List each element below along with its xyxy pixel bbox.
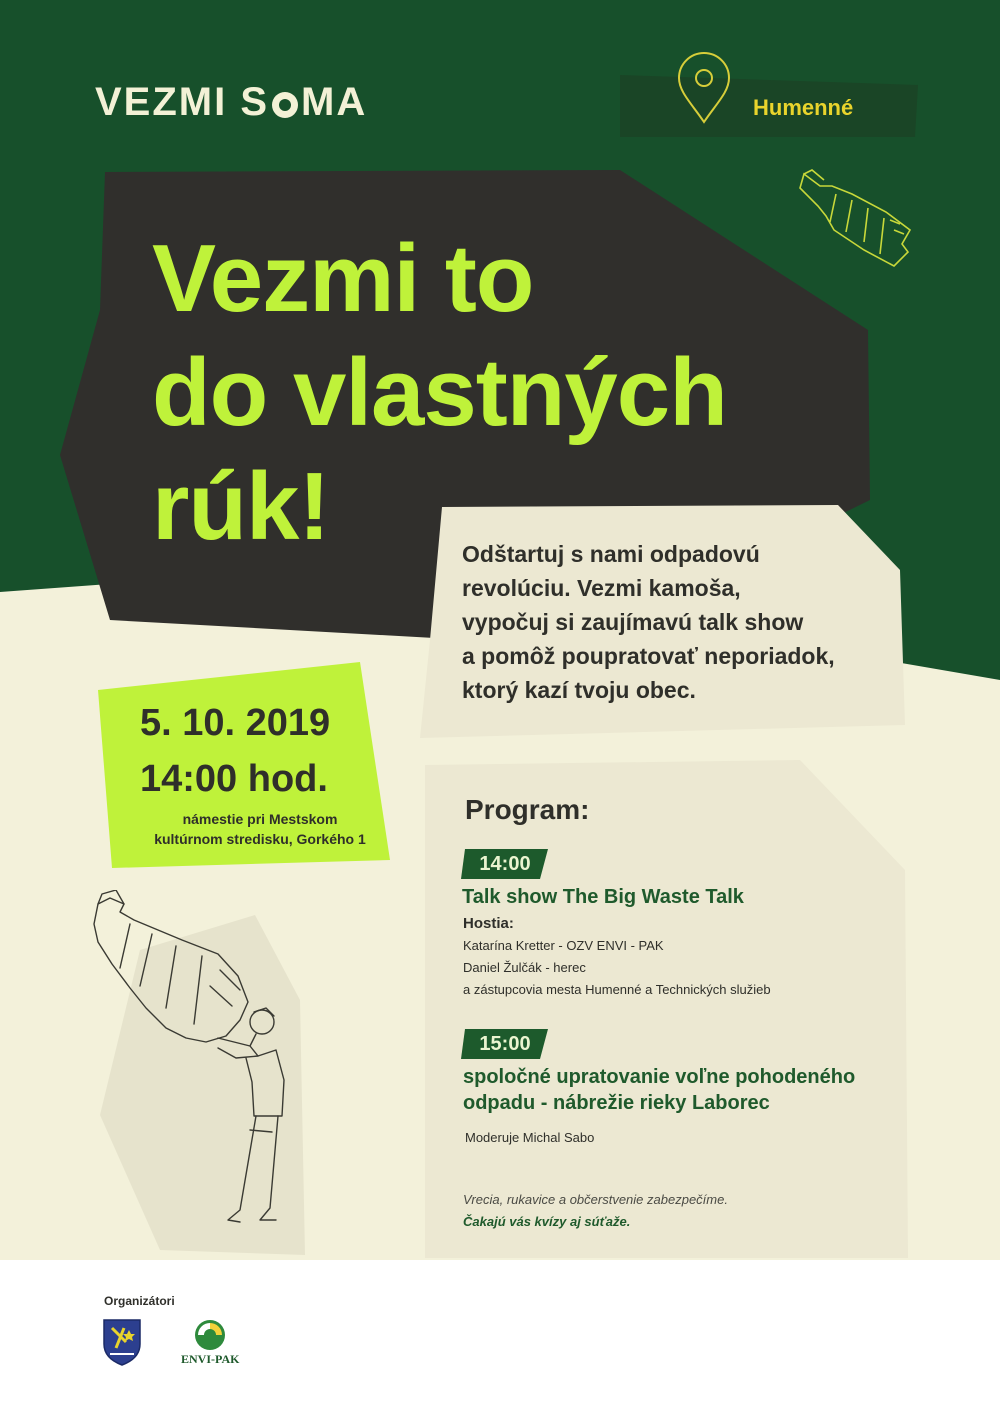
organizers-label: Organizátori (104, 1294, 175, 1308)
headline-line-2: do vlastných (152, 339, 727, 446)
note-quizzes: Čakajú vás kvízy aj súťaže. (463, 1214, 631, 1229)
headline (152, 222, 727, 564)
city-name: Humenné (753, 95, 854, 120)
crushed-bottle-icon (790, 160, 930, 280)
map-pin-icon (676, 52, 732, 126)
logo-text-right: MA (301, 80, 368, 124)
moderator: Moderuje Michal Sabo (465, 1130, 595, 1145)
event-time: 14:00 hod. (140, 758, 328, 800)
guest-3: a zástupcovia mesta Humenné a Technických služieb (463, 982, 771, 997)
vezmi-si-ma-logo (95, 80, 367, 124)
program-item-2-title (463, 1064, 855, 1116)
place-line-1: námestie pri Mestskom (182, 811, 338, 827)
person-carrying-bottle-illustration (90, 890, 300, 1230)
guest-2: Daniel Žulčák - herec (463, 960, 586, 975)
intro-line-5: ktorý kazí tvoju obec. (462, 677, 696, 703)
program-item-1-time: 14:00 (479, 852, 531, 875)
headline-line-1: Vezmi to (152, 225, 534, 332)
headline-line-3: rúk! (152, 453, 330, 560)
event-date: 5. 10. 2019 (140, 702, 331, 744)
place-line-2: kultúrnom stredisku, Gorkého 1 (154, 831, 366, 847)
event-place (120, 809, 400, 849)
logo-mark-icon (272, 92, 298, 118)
intro-text (462, 537, 882, 707)
envipak-recycling-icon (192, 1318, 228, 1352)
logo-text-left: VEZMI S (95, 80, 270, 124)
guest-1: Katarína Kretter - OZV ENVI - PAK (463, 938, 664, 953)
note-supplies: Vrecia, rukavice a občerstvenie zabezpečíme. (463, 1192, 728, 1207)
intro-line-2: revolúciu. Vezmi kamoša, (462, 575, 741, 601)
program-item-2-title-line-1: spoločné upratovanie voľne pohodeného (463, 1066, 856, 1088)
hosts-label: Hostia: (463, 915, 514, 932)
intro-line-1: Odštartuj s nami odpadovú (462, 541, 760, 567)
program-item-2-title-line-2: odpadu - nábrežie rieky Laborec (463, 1092, 770, 1114)
envipak-wordmark: ENVI-PAK (181, 1352, 240, 1366)
intro-line-3: vypočuj si zaujímavú talk show (462, 609, 804, 635)
program-item-1-title-text: Talk show The Big Waste Talk (462, 886, 744, 908)
humenne-crest-icon (102, 1318, 142, 1366)
program-title: Program: (465, 794, 590, 825)
program-item-1-title (462, 884, 744, 910)
program-item-2-time: 15:00 (479, 1032, 531, 1055)
intro-line-4: a pomôž poupratovať neporiadok, (462, 643, 835, 669)
